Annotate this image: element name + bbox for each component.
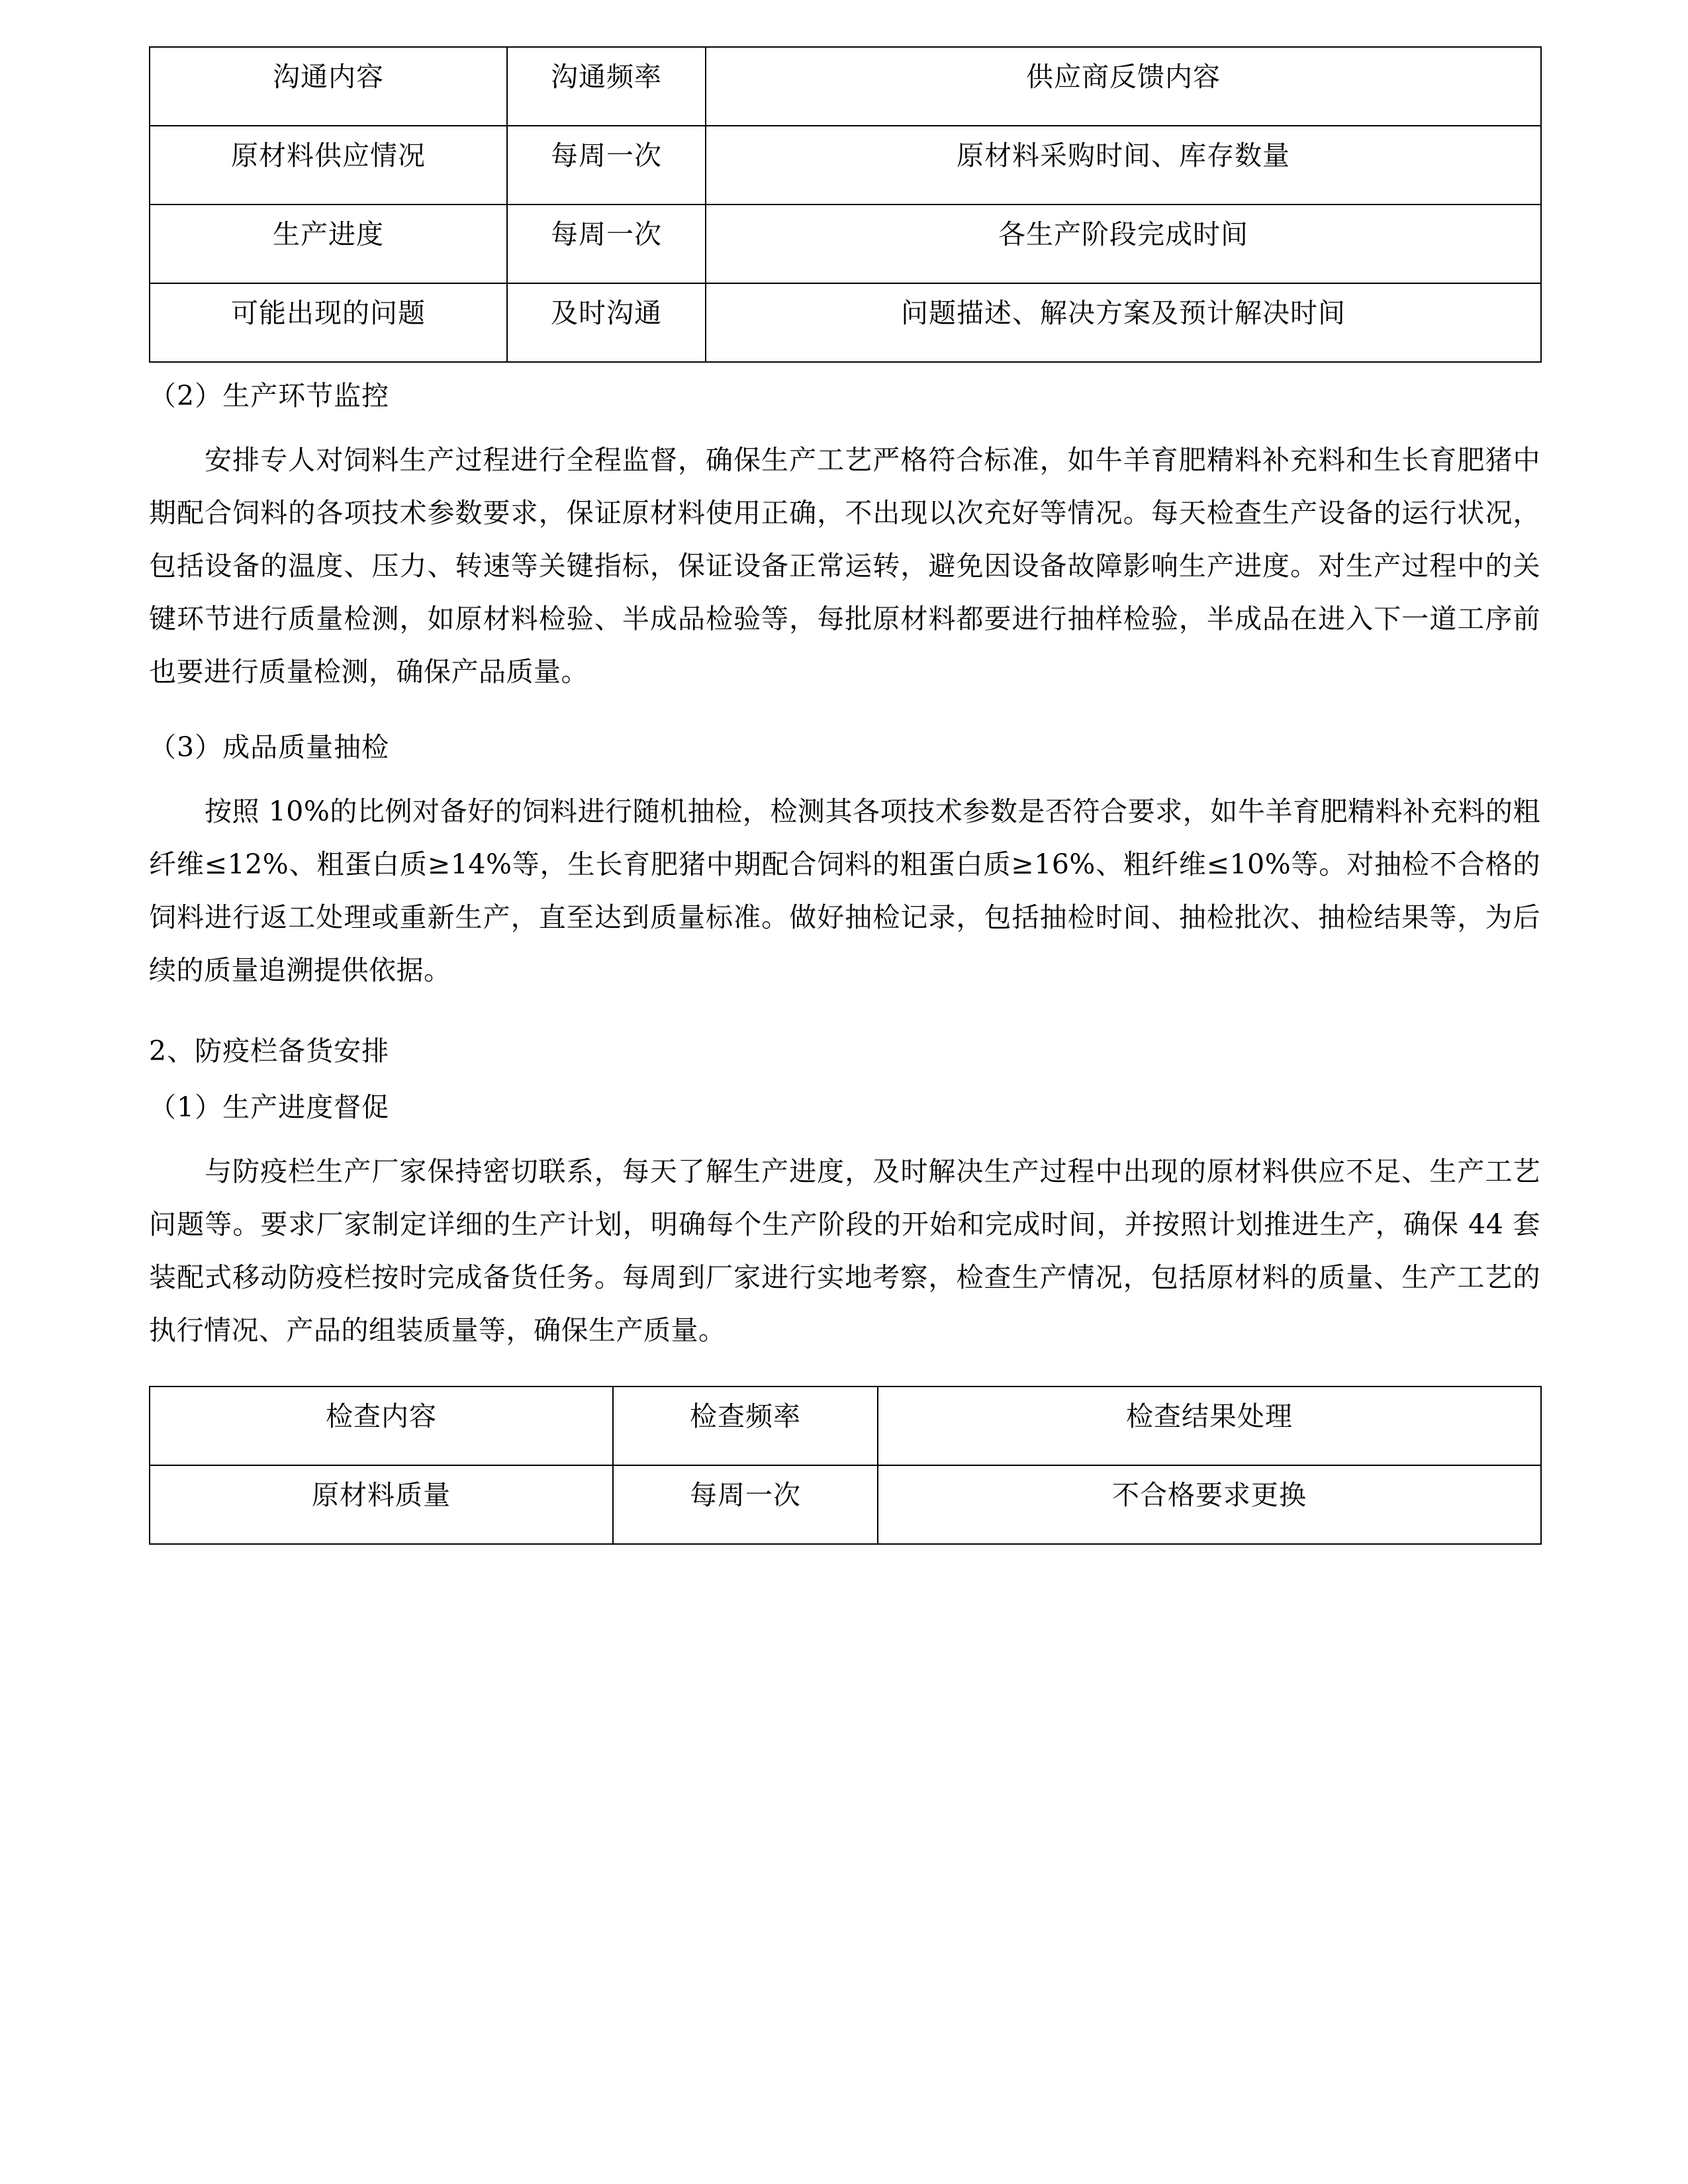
table-row — [150, 47, 1541, 126]
page-content — [149, 0, 1540, 1545]
table-cell: 原材料质量 — [150, 1465, 613, 1544]
table-header-cell: 检查频率 — [613, 1387, 878, 1465]
table-row — [150, 283, 1541, 362]
table-row — [150, 1465, 1541, 1544]
table-row — [150, 205, 1541, 283]
table-cell: 各生产阶段完成时间 — [706, 205, 1541, 283]
table-header-cell: 供应商反馈内容 — [706, 47, 1541, 126]
table-cell: 可能出现的问题 — [150, 283, 507, 362]
section-2-paragraph: 安排专人对饲料生产过程进行全程监督，确保生产工艺严格符合标准，如牛羊育肥精料补充料和生长育肥猪中期配合饲料的各项技术参数要求，保证原材料使用正确，不出现以次充好等情况。每天检查生产设备的运行状况，包括设备的温度、压力、转速等关键指标，保证设备正常运转，避免因设备故障影响生产进度。对生产过程中的关键环节进行质量检测，如原材料检验、半成品检验等，每批原材料都要进行抽样检验，半成品在进入下一道工序前也要进行质量检测，确保产品质量。 — [149, 444, 1540, 688]
table-row — [150, 126, 1541, 205]
table-row — [150, 1387, 1541, 1465]
section-heading-2-1: （1）生产进度督促 — [149, 1091, 390, 1123]
table-cell: 每周一次 — [507, 126, 706, 205]
supplier-communication-table — [149, 46, 1542, 363]
section-heading-3: （3）成品质量抽检 — [149, 731, 390, 763]
table-header-cell: 沟通频率 — [507, 47, 706, 126]
table-header-cell: 检查内容 — [150, 1387, 613, 1465]
table-cell: 问题描述、解决方案及预计解决时间 — [706, 283, 1541, 362]
table-cell: 原材料采购时间、库存数量 — [706, 126, 1541, 205]
section-heading-2: （2）生产环节监控 — [149, 380, 390, 412]
table-cell: 及时沟通 — [507, 283, 706, 362]
section-3-paragraph: 按照 10%的比例对备好的饲料进行随机抽检，检测其各项技术参数是否符合要求，如牛羊育肥精料补充料的粗纤维≤12%、粗蛋白质≥14%等，生长育肥猪中期配合饲料的粗蛋白质≥16%、粗纤维≤10%等。对抽检不合格的饲料进行返工处理或重新生产，直至达到质量标准。做好抽检记录，包括抽检时间、抽检批次、抽检结果等，为后续的质量追溯提供依据。 — [149, 796, 1540, 986]
table-header-cell: 检查结果处理 — [878, 1387, 1541, 1465]
section-heading-main-2: 2、防疫栏备货安排 — [149, 1035, 390, 1067]
inspection-table — [149, 1386, 1542, 1545]
table-header-cell: 沟通内容 — [150, 47, 507, 126]
table-cell: 每周一次 — [507, 205, 706, 283]
table-cell: 生产进度 — [150, 205, 507, 283]
table-cell: 原材料供应情况 — [150, 126, 507, 205]
section-2-1-paragraph: 与防疫栏生产厂家保持密切联系，每天了解生产进度，及时解决生产过程中出现的原材料供应不足、生产工艺问题等。要求厂家制定详细的生产计划，明确每个生产阶段的开始和完成时间，并按照计划推进生产，确保 44 套装配式移动防疫栏按时完成备货任务。每周到厂家进行实地考察，检查生产情况，包括原材料的质量、生产工艺的执行情况、产品的组装质量等，确保生产质量。 — [149, 1156, 1540, 1346]
table-cell: 每周一次 — [613, 1465, 878, 1544]
table-cell: 不合格要求更换 — [878, 1465, 1541, 1544]
